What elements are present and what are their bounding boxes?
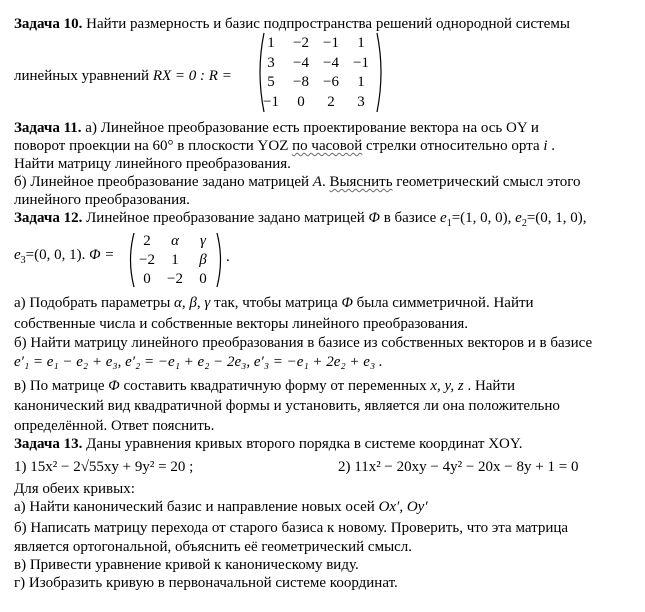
- matR-cell: −4: [323, 54, 339, 71]
- matR-cell: 3: [267, 54, 275, 71]
- matPhi-cell: 1: [171, 252, 179, 268]
- task11-line1: Задача 11. а) Линейное преобразование есть проектирование вектора на ось OY и: [14, 120, 539, 136]
- task13-a: а) Найти канонический базис и направление новых осей Ox′, Oy′: [14, 499, 428, 515]
- matR-cell: 2: [327, 93, 335, 110]
- task12-b-line1: б) Найти матрицу линейного преобразования в базисе из собственных векторов и в базисе: [14, 335, 593, 351]
- task12-line1: Задача 12. Линейное преобразование задано матрицей Φ в базисе $e_1=(1$, 0, 0), $e_2=(0$, 1, 0),: [14, 210, 587, 229]
- matR-cell: 5: [267, 74, 275, 90]
- matR-cell: −4: [293, 54, 309, 71]
- matR-cell: 0: [297, 93, 305, 110]
- task13-d: г) Изобразить кривую в первоначальной системе координат.: [14, 575, 398, 591]
- phi-matrix-period: .: [226, 249, 230, 265]
- task13-title: Задача 13.: [14, 436, 83, 452]
- matPhi-cell: 2: [143, 233, 151, 249]
- task12-title: Задача 12.: [14, 210, 83, 226]
- task10-line2: линейных уравнений RX = 0 : R =: [14, 68, 232, 84]
- task12-c-line3: определённой. Ответ пояснить.: [14, 418, 215, 434]
- task13-both: Для обеих кривых:: [14, 481, 135, 497]
- matPhi-cell: −2: [167, 271, 183, 287]
- orth-vector-i: i: [543, 138, 548, 154]
- matPhi-cell: 0: [143, 271, 151, 287]
- matR-cell: −6: [323, 74, 339, 90]
- task11-line4: б) Линейное преобразование задано матрицей A. Выяснить геометрический смысл этого: [14, 174, 581, 190]
- matR-cell: 1: [357, 74, 365, 90]
- task13-equation-1: 1) 15x² − 2√55xy + 9y² = 20 ;: [14, 459, 194, 475]
- task12-c-line1: в) По матрице Φ составить квадратичную форму от переменных x, y, z . Найти: [14, 378, 516, 394]
- task11-line5: линейного преобразования.: [14, 192, 190, 208]
- matrix-R: [255, 31, 386, 114]
- task13-line1: Задача 13. Даны уравнения кривых второго порядка в системе координат XOY.: [14, 436, 523, 452]
- matPhi-cell: α: [171, 233, 179, 249]
- task11-title: Задача 11.: [14, 120, 82, 136]
- task11-line3: Найти матрицу линейного преобразования.: [14, 156, 291, 172]
- matR-cell: −8: [293, 74, 309, 90]
- task13-c: в) Привести уравнение кривой к каноническому виду.: [14, 557, 359, 573]
- matR-cell: 1: [357, 35, 365, 51]
- task13-equation-2: 2) 11x² − 20xy − 4y² − 20x − 8y + 1 = 0: [338, 459, 579, 475]
- matR-cell: −1: [263, 93, 279, 110]
- new-axes: Ox′, Oy′: [378, 499, 428, 515]
- matPhi-cell: 0: [199, 271, 207, 287]
- matR-cell: −2: [293, 35, 309, 51]
- matPhi-cell: −2: [139, 252, 155, 268]
- task13-b-line2: является ортогональной, объяснить её геометрический смысл.: [14, 539, 413, 555]
- task12-line2: $e_3=(0$, 0, 1). Φ =: [14, 247, 115, 266]
- matR-cell: 3: [357, 93, 365, 110]
- task13-b-line1: б) Написать матрицу перехода от старого базиса к новому. Проверить, что эта матрица: [14, 520, 569, 536]
- task12-a-line1: а) Подобрать параметры α, β, γ так, чтобы матрица Φ была симметричной. Найти: [14, 295, 534, 311]
- phi-equation: Φ =: [89, 247, 115, 263]
- matPhi-cell: β: [199, 252, 207, 268]
- task10-line1: Задача 10. Найти размерность и базис подпространства решений однородной системы: [14, 16, 570, 32]
- task12-c-line2: канонический вид квадратичной формы и установить, является ли она положительно: [14, 398, 560, 414]
- matR-cell: −1: [353, 54, 369, 71]
- task10-equation: RX = 0 : R =: [152, 68, 232, 84]
- task10-title: Задача 10.: [14, 16, 83, 32]
- matrix-Phi: [126, 231, 225, 289]
- task12-basis-formula: e′₁ = e₁ − e₂ + e₃, e′₂ = −e₁ + e₂ − 2e₃, e′₃ = −e₁ + 2e₂ + e₃ .: [14, 354, 383, 370]
- matR-cell: −1: [323, 35, 339, 51]
- task12-a-line2: собственные числа и собственные векторы линейного преобразования.: [14, 316, 469, 332]
- matR-cell: 1: [267, 35, 275, 51]
- task11-line2: поворот проекции на 60° в плоскости YOZ по часовой стрелки относительно орта i .: [14, 138, 556, 154]
- matPhi-cell: γ: [200, 233, 206, 249]
